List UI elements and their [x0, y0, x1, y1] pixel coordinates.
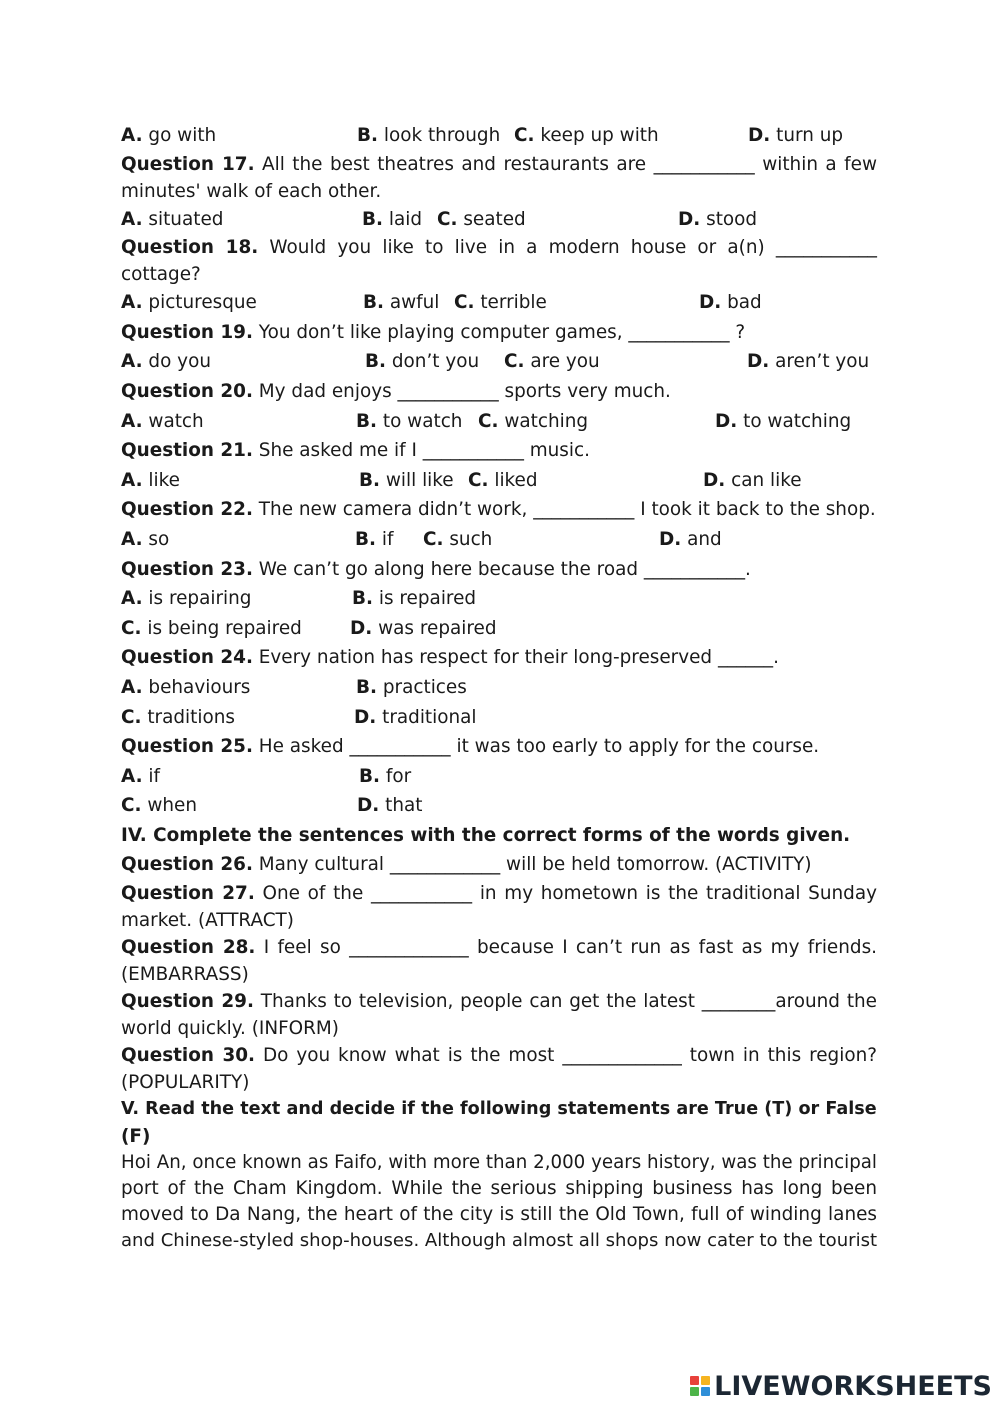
logo-square-l: [690, 1376, 699, 1385]
q20-options: [121, 407, 877, 437]
section-v-heading-cont: (F): [121, 1126, 151, 1148]
q23-stem: Question 23. We can’t go along here because the road ___________.: [121, 558, 751, 580]
q30-stem: Question 30. Do you know what is the most _____________ town in this region?: [121, 1045, 878, 1067]
q23-option-b[interactable]: B. is repaired: [352, 588, 477, 610]
q25-option-c[interactable]: C. when: [121, 795, 197, 817]
q24-options-row2: [121, 703, 877, 733]
q30-stem-cont: (POPULARITY): [121, 1072, 250, 1094]
q16-option-a[interactable]: A. go with: [121, 125, 217, 146]
q21-label: Question 21.: [121, 440, 253, 462]
q25-options-row2: [121, 791, 877, 821]
q18-stem: Question 18. Would you like to live in a modern house or a(n) ___________: [121, 237, 877, 259]
q20-option-b[interactable]: B. to watch: [356, 410, 463, 432]
q19-label: Question 19.: [121, 321, 253, 343]
q27-label: Question 27.: [121, 883, 255, 905]
q24-options-row1: [121, 673, 877, 703]
q17-label: Question 17.: [121, 153, 255, 175]
q16-option-d[interactable]: D. turn up: [748, 125, 844, 146]
q18-stem-cont: cottage?: [121, 264, 201, 286]
q22-option-a[interactable]: A. so: [121, 528, 170, 550]
q23-option-c[interactable]: C. is being repaired: [121, 617, 302, 639]
q17-option-d[interactable]: D. stood: [678, 208, 758, 230]
q23-options-row2: [121, 614, 877, 644]
q25-label: Question 25.: [121, 736, 253, 758]
q17-stem-cont: minutes' walk of each other.: [121, 180, 382, 202]
q19-options: [121, 347, 877, 377]
q22-option-c[interactable]: C. such: [423, 528, 493, 550]
q26-stem: Question 26. Many cultural ____________ will be held tomorrow. (ACTIVITY): [121, 854, 812, 876]
q17-stem: Question 17. All the best theatres and restaurants are ___________ within a few: [121, 153, 877, 175]
q24-option-c[interactable]: C. traditions: [121, 706, 235, 728]
q19-stem: Question 19. You don’t like playing computer games, ___________ ?: [121, 321, 746, 343]
q18-label: Question 18.: [121, 237, 259, 259]
q22-options: [121, 525, 877, 555]
passage-line: moved to Da Nang, the heart of the city is still the Old Town, full of winding lanes: [121, 1204, 877, 1226]
passage-line: Hoi An, once known as Faifo, with more than 2,000 years history, was the principal: [121, 1152, 877, 1174]
passage-line: port of the Cham Kingdom. While the serious shipping business has long been: [121, 1178, 877, 1200]
worksheet-page: [121, 121, 877, 1254]
q25-option-d[interactable]: D. that: [357, 795, 423, 817]
q20-option-a[interactable]: A. watch: [121, 410, 204, 432]
q20-option-d[interactable]: D. to watching: [715, 410, 852, 432]
q18-option-a[interactable]: A. picturesque: [121, 292, 257, 314]
q18-options: [121, 288, 877, 318]
q24-label: Question 24.: [121, 647, 253, 669]
passage-line: and Chinese-styled shop-houses. Although almost all shops now cater to the tourist: [121, 1230, 878, 1252]
q21-option-d[interactable]: D. can like: [703, 469, 802, 491]
section-iv-heading: IV. Complete the sentences with the correct forms of the words given.: [121, 824, 851, 846]
q16-option-b[interactable]: B. look through: [357, 125, 501, 146]
q20-stem: Question 20. My dad enjoys ___________ sports very much.: [121, 380, 671, 402]
q22-label: Question 22.: [121, 499, 253, 521]
q23-option-a[interactable]: A. is repairing: [121, 588, 252, 610]
q27-stem: Question 27. One of the ___________ in my hometown is the traditional Sunday: [121, 883, 877, 905]
q24-option-b[interactable]: B. practices: [356, 676, 467, 698]
liveworksheets-logo[interactable]: [690, 1371, 992, 1401]
q19-option-c[interactable]: C. are you: [504, 351, 600, 373]
section-v-heading: V. Read the text and decide if the following statements are True (T) or False: [121, 1099, 877, 1120]
q21-option-c[interactable]: C. liked: [468, 469, 538, 491]
q19-option-b[interactable]: B. don’t you: [365, 351, 480, 373]
q25-options-row1: [121, 762, 877, 792]
q19-option-a[interactable]: A. do you: [121, 351, 211, 373]
q29-stem-cont: world quickly. (INFORM): [121, 1018, 339, 1040]
q21-options: [121, 466, 877, 496]
q25-option-a[interactable]: A. if: [121, 765, 160, 787]
q22-stem: Question 22. The new camera didn’t work, ___________ I took it back to the shop.: [121, 499, 876, 521]
liveworksheets-brand: LIVEWORKSHEETS: [714, 1370, 992, 1402]
q22-option-d[interactable]: D. and: [659, 528, 722, 550]
reading-passage: [121, 1150, 877, 1254]
q29-stem: Question 29. Thanks to television, people can get the latest ________around the: [121, 991, 877, 1013]
q28-stem: Question 28. I feel so _____________ because I can’t run as fast as my friends.: [121, 937, 877, 959]
q16-option-c[interactable]: C. keep up with: [514, 125, 659, 146]
q17-options: [121, 205, 877, 235]
q20-option-c[interactable]: C. watching: [478, 410, 589, 432]
q21-stem: Question 21. She asked me if I ___________ music.: [121, 440, 590, 462]
q18-option-b[interactable]: B. awful: [363, 292, 440, 314]
q24-stem: Question 24. Every nation has respect for their long-preserved ______.: [121, 647, 779, 669]
q17-option-b[interactable]: B. laid: [362, 208, 423, 230]
q23-options-row1: [121, 584, 877, 614]
q18-option-c[interactable]: C. terrible: [454, 292, 547, 314]
q24-option-a[interactable]: A. behaviours: [121, 676, 251, 698]
q20-label: Question 20.: [121, 380, 253, 402]
q19-option-d[interactable]: D. aren’t you: [747, 351, 870, 373]
q26-label: Question 26.: [121, 854, 253, 876]
liveworksheets-logo-icon: [690, 1376, 710, 1396]
q18-option-d[interactable]: D. bad: [699, 292, 762, 314]
q22-option-b[interactable]: B. if: [355, 528, 394, 550]
q21-option-a[interactable]: A. like: [121, 469, 180, 491]
q27-stem-cont: market. (ATTRACT): [121, 910, 294, 932]
q23-label: Question 23.: [121, 558, 253, 580]
q21-option-b[interactable]: B. will like: [359, 469, 454, 491]
logo-square-v: [690, 1387, 699, 1396]
q24-option-d[interactable]: D. traditional: [354, 706, 477, 728]
logo-square-e: [701, 1387, 710, 1396]
q25-stem: Question 25. He asked ___________ it was too early to apply for the course.: [121, 736, 820, 758]
logo-square-i: [701, 1376, 710, 1385]
q28-stem-cont: (EMBARRASS): [121, 964, 249, 986]
q29-label: Question 29.: [121, 991, 254, 1013]
q17-option-c[interactable]: C. seated: [437, 208, 526, 230]
q17-option-a[interactable]: A. situated: [121, 208, 224, 230]
q28-label: Question 28.: [121, 937, 256, 959]
q16-options: [121, 121, 877, 151]
q25-option-b[interactable]: B. for: [359, 765, 412, 787]
q30-label: Question 30.: [121, 1045, 256, 1067]
q23-option-d[interactable]: D. was repaired: [350, 617, 497, 639]
